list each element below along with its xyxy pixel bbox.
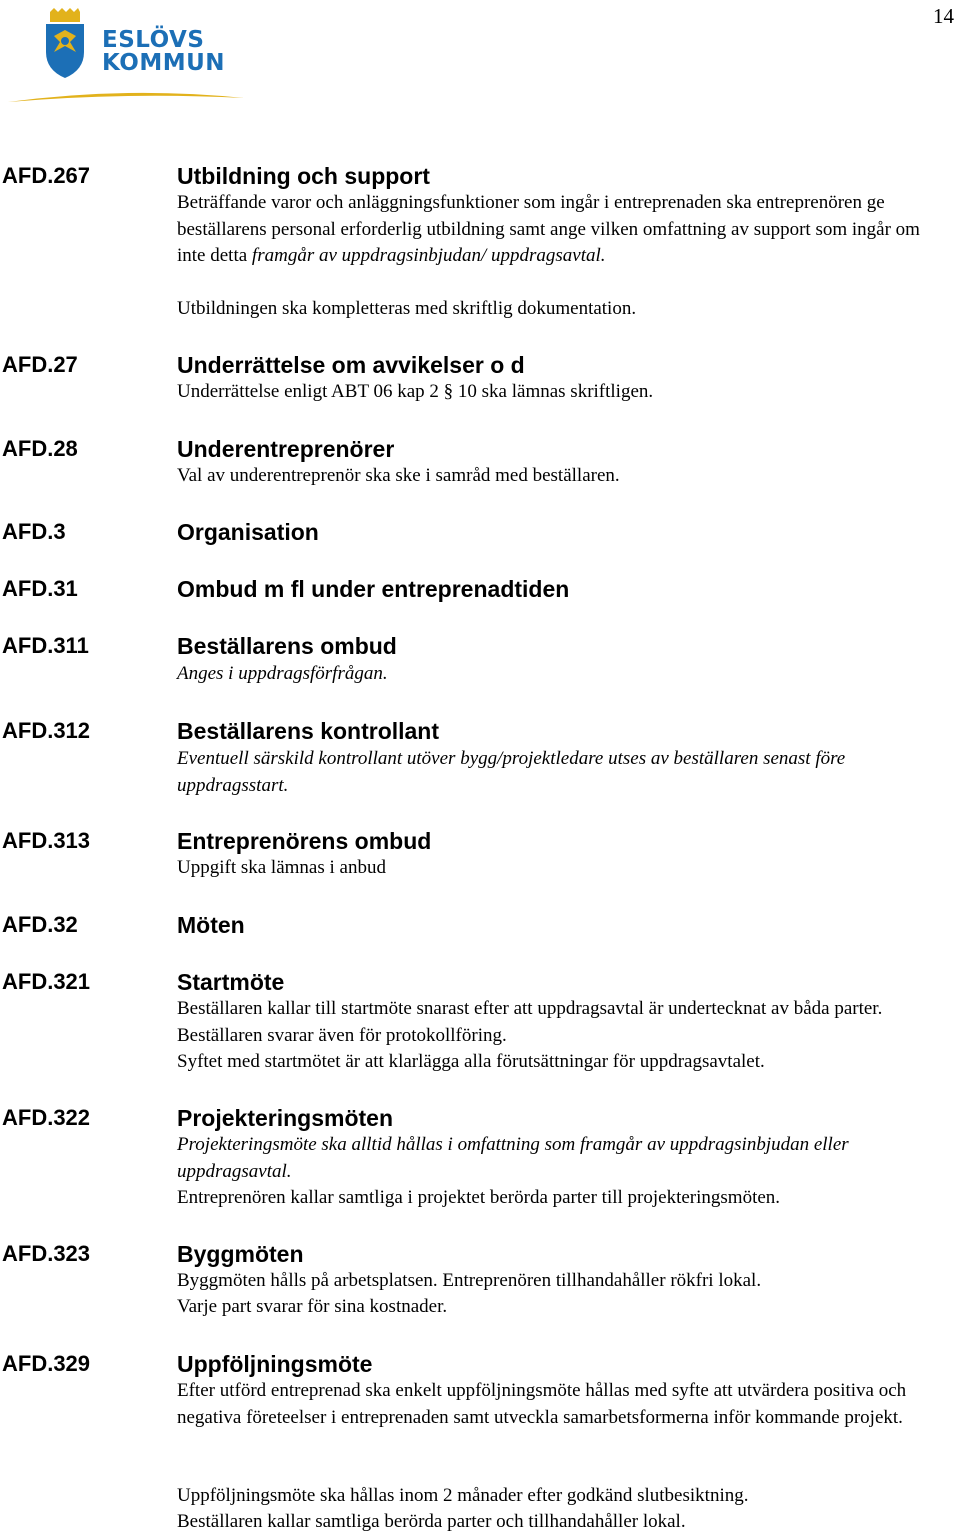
section-heading: Underentreprenörer (177, 436, 395, 462)
section-code: AFD.3 (2, 519, 66, 544)
section-paragraph: Uppgift ska lämnas i anbud (177, 857, 386, 878)
section-heading: Underrättelse om avvikelser o d (177, 352, 525, 378)
section-heading: Uppföljningsmöte (177, 1351, 373, 1377)
section-paragraph: Varje part svarar för sina kostnader. (177, 1296, 448, 1317)
section-paragraph: Entreprenören kallar samtliga i projektet berörda parter till projekteringsmöten. (177, 1187, 781, 1208)
section-paragraph: Utbildningen ska kompletteras med skriftlig dokumentation. (177, 298, 637, 319)
section-code: AFD.313 (2, 828, 91, 853)
section-heading: Projekteringsmöten (177, 1105, 393, 1131)
section-code: AFD.323 (2, 1241, 91, 1266)
section-code: AFD.329 (2, 1351, 91, 1376)
section-paragraph: Byggmöten hålls på arbetsplatsen. Entreprenören tillhandahåller rökfri lokal. (177, 1270, 762, 1291)
logo-text-line2: KOMMUN (102, 50, 226, 76)
section-paragraph: Projekteringsmöte ska alltid hållas i omfattning som framgår av uppdragsinbjudan eller uppdragsavtal. (177, 1134, 849, 1182)
section-code: AFD.32 (2, 912, 78, 937)
section-code: AFD.28 (2, 436, 78, 461)
section-code: AFD.311 (2, 633, 89, 658)
section-code: AFD.312 (2, 718, 91, 743)
section-paragraph: Efter utförd entreprenad ska enkelt uppföljningsmöte hållas med syfte att utvärdera positiva och negativa företeelser i entreprenaden samt utveckla samarbetsformerna inför kommande projekt. (177, 1380, 907, 1428)
section-code: AFD.322 (2, 1105, 91, 1130)
section-paragraph: Anges i uppdragsförfrågan. (177, 663, 388, 684)
section-heading: Ombud m fl under entreprenadtiden (177, 576, 570, 602)
section-heading: Organisation (177, 519, 319, 545)
logo-swoosh-icon (6, 82, 246, 104)
logo-text-line1: ESLÖVS (102, 27, 205, 53)
section-code: AFD.267 (2, 163, 91, 188)
section-paragraph: Uppföljningsmöte ska hållas inom 2 månader efter godkänd slutbesiktning. (177, 1485, 749, 1506)
section-paragraph: Eventuell särskild kontrollant utöver bygg/projektledare utses av beställaren senast före uppdragsstart. (177, 748, 846, 796)
section-code: AFD.27 (2, 352, 78, 377)
section-code: AFD.321 (2, 969, 91, 994)
page-number: 14 (933, 4, 954, 28)
section-paragraph: Beställaren kallar samtliga berörda parter och tillhandahåller lokal. (177, 1511, 686, 1532)
section-paragraph: Syftet med startmötet är att klarlägga alla förutsättningar för uppdragsavtalet. (177, 1051, 765, 1072)
section-heading: Möten (177, 912, 245, 938)
section-paragraph: Beställaren kallar till startmöte snarast efter att uppdragsavtal är undertecknat av båda parter. Beställaren svarar även för protokollföring. (177, 998, 883, 1046)
section-heading: Beställarens kontrollant (177, 718, 440, 744)
section-heading: Utbildning och support (177, 163, 430, 189)
section-heading: Startmöte (177, 969, 285, 995)
section-heading: Beställarens ombud (177, 633, 397, 659)
municipality-logo (6, 8, 246, 100)
section-heading: Byggmöten (177, 1241, 304, 1267)
section-paragraph: Val av underentreprenör ska ske i samråd med beställaren. (177, 465, 620, 486)
section-paragraph: Beträffande varor och anläggningsfunktioner som ingår i entreprenaden ska entreprenören ge beställarens personal erforderlig utbildning samt ange vilken omfattning av support som ingår om inte detta framgår av uppdragsinbjudan/ uppdragsavtal. (177, 192, 920, 266)
section-paragraph: Underrättelse enligt ABT 06 kap 2 § 10 ska lämnas skriftligen. (177, 381, 654, 402)
section-code: AFD.31 (2, 576, 78, 601)
section-heading: Entreprenörens ombud (177, 828, 432, 854)
